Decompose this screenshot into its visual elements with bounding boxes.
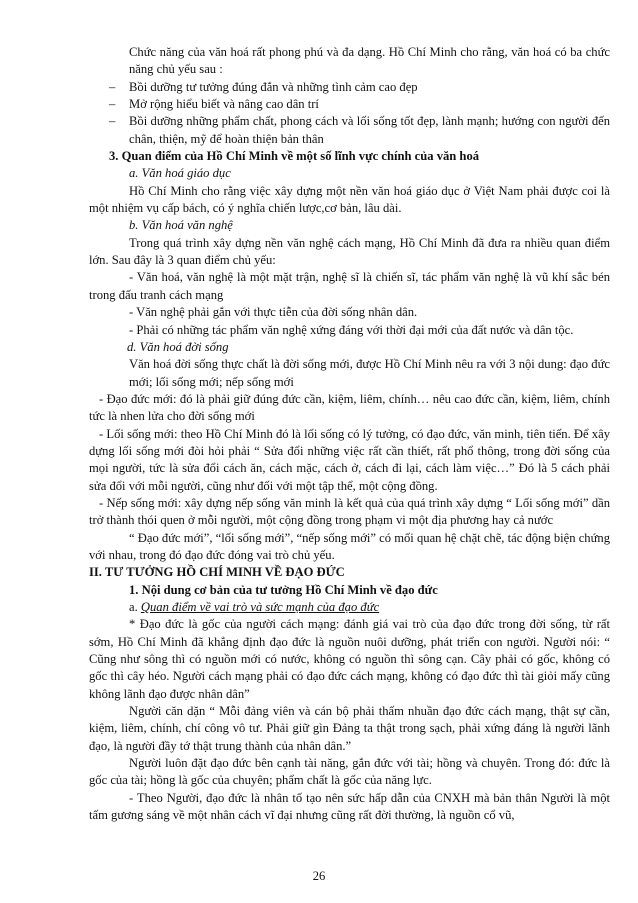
page-body	[89, 44, 610, 824]
paragraph-life-ethics: - Đạo đức mới: đó là phải giữ đúng đức cần, kiệm, liêm, chính… nêu cao đức cần, kiệm, liêm, chính tức là nhen lửa cho đời sống mới	[89, 391, 610, 424]
subheading-title: Quan điểm về vai trò và sức mạnh của đạo đức	[140, 600, 380, 614]
paragraph-intro: Chức năng của văn hoá rất phong phú và đa dạng. Hồ Chí Minh cho rằng, văn hoá có ba chức năng chủ yếu sau :	[129, 45, 610, 77]
bullet-text: Mở rộng hiểu biết và nâng cao dân trí	[129, 97, 319, 112]
paragraph-ethics-talent: Người luôn đặt đạo đức bên cạnh tài năng, gắn đức với tài; hồng và chuyên. Trong đó: đức là gốc của tài; hồng là gốc của chuyên; phẩm chất là gốc của năng lực.	[89, 756, 610, 788]
heading-part-2: II. TƯ TƯỞNG HỒ CHÍ MINH VỀ ĐẠO ĐỨC	[89, 565, 345, 580]
paragraph-ethics-socialism: - Theo Người, đạo đức là nhân tố tạo nên sức hấp dẫn của CNXH mà bản thân Người là một tấm gương sáng về một nhân cách vĩ đại nhưng cũng rất đời thường, là nguồn cổ vũ,	[89, 790, 610, 823]
paragraph-art-point-1: - Văn hoá, văn nghệ là một mặt trận, nghệ sĩ là chiến sĩ, tác phẩm văn nghệ là vũ khí sắc bén trong đấu tranh cách mạng	[89, 270, 610, 302]
paragraph-ethics-root: * Đạo đức là gốc của người cách mạng: đánh giá vai trò của đạo đức trong đời sống, từ rất sớm, Hồ Chí Minh đã khẳng định đạo đức là nguồn nuôi dưỡng, phát triển con người. Người nói: “ Cũng như sông thì có nguồn mới có nước, không có nguồn thì sông cạn. Cây phải có gốc, không có gốc thì cây héo. Người cách mạng phải có đạo đức cách mạng, không có đạo đức thì tài giỏi mấy cũng không lãnh đạo được nhân dân”	[89, 617, 610, 701]
bullet-item-1	[89, 79, 610, 96]
heading-section-3: 3. Quan điểm của Hồ Chí Minh về một số lĩnh vực chính của văn hoá	[109, 149, 480, 164]
paragraph-life: Văn hoá đời sống thực chất là đời sống mới, được Hồ Chí Minh nêu ra với 3 nội dung: đạo đức mới; lối sống mới; nếp sống mới	[129, 357, 610, 389]
bullet-item-2	[89, 96, 610, 113]
bullet-item-3	[89, 113, 610, 148]
bullet-dash: –	[109, 114, 116, 129]
paragraph-education: Hồ Chí Minh cho rằng việc xây dựng một nền văn hoá giáo dục ở Việt Nam phải được coi là một nhiệm vụ cấp bách, có ý nghĩa chiến lược,cơ bản, lâu dài.	[89, 183, 610, 216]
paragraph-life-custom: - Nếp sống mới: xây dựng nếp sống văn minh là kết quả của quá trình xây dựng “ Lối sống mới” dần trở thành thói quen ở mỗi người, một cộng đồng trong phạm vi một địa phương hay cả nước	[89, 495, 610, 528]
bullet-dash: –	[109, 97, 116, 112]
paragraph-ethics-advice: Người căn dặn “ Mỗi đảng viên và cán bộ phải thấm nhuần đạo đức cách mạng, thật sự cần, kiệm, liêm, chính, chí công vô tư. Phải giữ gìn Đảng ta thật trong sạch, phải xứng đáng là người lãnh đạo, là người đầy tớ thật trung thành của nhân dân.”	[89, 704, 610, 753]
bullet-text: Bồi dưỡng tư tưởng đúng đắn và những tình cảm cao đẹp	[129, 79, 418, 94]
bullet-dash: –	[109, 79, 116, 94]
bullet-text: Bồi dưỡng những phẩm chất, phong cách và lối sống tốt đẹp, lành mạnh; hướng con người đến chân, thiện, mỹ để hoàn thiện bản thân	[129, 114, 610, 146]
paragraph-art-point-3: - Phải có những tác phẩm văn nghệ xứng đáng với thời đại mới của đất nước và dân tộc.	[129, 322, 574, 337]
heading-part-2-1: 1. Nội dung cơ bản của tư tưởng Hồ Chí Minh về đạo đức	[129, 582, 438, 597]
subheading-a: a. Văn hoá giáo dục	[129, 166, 231, 181]
subheading-d: d. Văn hoá đời sống	[127, 339, 229, 354]
paragraph-life-relation: “ Đạo đức mới”, “lối sống mới”, “nếp sống mới” có mối quan hệ chặt chẽ, tác động biện chứng với nhau, trong đó đạo đức đóng vai trò chủ yếu.	[89, 530, 610, 562]
paragraph-art-point-2: - Văn nghệ phải gắn với thực tiễn của đời sống nhân dân.	[129, 305, 418, 320]
page-number: 26	[312, 869, 326, 883]
paragraph-life-lifestyle: - Lối sống mới: theo Hồ Chí Minh đó là lối sống có lý tưởng, có đạo đức, văn minh, tiên tiến. Để xây dựng lối sống mới đòi hỏi phải “ Sửa đổi những việc rất cần thiết, rất phổ thông, trong đời sống của mọi người, tức là sửa đổi cách ăn, cách mặc, cách ở, cách đi lại, cách làm việc…” Đó là 5 cách phải sửa đổi với mỗi người, cũng như đối với một tập thể, một cộng đồng.	[89, 426, 610, 493]
subheading-b: b. Văn hoá văn nghệ	[129, 218, 233, 233]
paragraph-art: Trong quá trình xây dựng nền văn nghệ cách mạng, Hồ Chí Minh đã đưa ra nhiều quan điểm lớn. Sau đây là 3 quan điểm chủ yếu:	[89, 235, 610, 268]
subheading-2-1-a	[89, 599, 610, 616]
subheading-prefix: a.	[129, 600, 141, 614]
